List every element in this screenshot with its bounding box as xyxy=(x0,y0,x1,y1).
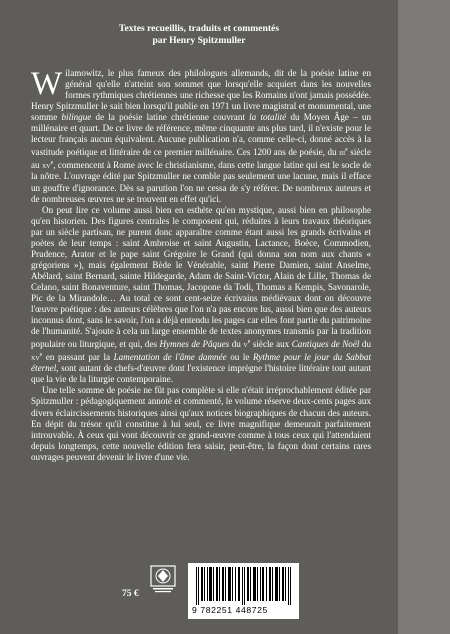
text-run: de la poésie latine chrétienne couvrant xyxy=(91,112,250,123)
text-run: en passant par la xyxy=(42,352,114,363)
superscript: e xyxy=(345,147,348,154)
roman-numeral: v xyxy=(243,339,248,350)
blurb-text xyxy=(31,68,371,463)
credits-line-2: par Henry Spitzmuller xyxy=(152,35,246,46)
text-run: ilamowitz, le plus fameux des philologues allemands, dit de la poésie latine en général qu'elle n'atteint son sommet que lorsqu'elle acquiert dans les nouvelles formes rythmiques chrétiennes une richesse que les Romains n'ont jamais possédée. Henry Spitzmuller le sait bien lorsqu'il publie en 1971 un livre magistral et monumental, une somme xyxy=(31,68,371,123)
text-run: du Moyen Âge – un millénaire et quart. De ce livre de référence, même cinquante ans plus tard, il n'existe pour le lecteur français aucun équivalent. Aucune publication n'a, comme celle-ci, donné accès à la vastitude poétique et littéraire de ce premier millénaire. Ces 1200 ans de poésie, du xyxy=(31,112,371,158)
roman-numeral: xv xyxy=(41,160,51,171)
italic-run: Rythme pour le jour du Sabbat éternel xyxy=(31,352,371,374)
paragraph-2 xyxy=(31,205,371,386)
paragraph-1 xyxy=(31,68,371,205)
roman-numeral: iii xyxy=(339,147,346,158)
text-run: du xyxy=(229,339,244,350)
text-run: siècle aux xyxy=(250,339,292,350)
text-run: du xyxy=(359,339,372,350)
barcode-bars xyxy=(194,567,294,605)
credits-header xyxy=(0,23,398,47)
superscript: e xyxy=(39,352,43,359)
italic-run: Lamentation de l'âme damnée xyxy=(113,352,227,363)
superscript: e xyxy=(50,160,54,167)
text-run: siècle au xyxy=(31,147,371,171)
paragraph-3: Une telle somme de poésie ne fût pas complète si elle n'était irréprochablement éditée par Spitzmuller : pédagogiquement annoté et commenté, le volume réserve deux-cents pages aux divers éclaircissements historiques ainsi qu'aux notices biographiques de chacun des auteurs. En dépit du trésor qu'il constitue à lui seul, ce livre magnifique demeurait parfaitement introuvable. À ceux qui vont découvrir ce grand-œuvre comme à tous ceux qui l'attendaient depuis longtemps, cette nouvelle édition fera saisir, peut-être, la façon dont certains rares ouvrages peuvent devenir le livre d'une vie. xyxy=(31,385,371,462)
right-strip xyxy=(398,0,450,634)
text-run: ou le xyxy=(226,352,253,363)
italic-run: la totalité xyxy=(249,112,287,123)
price-label: 75 € xyxy=(122,589,139,599)
publisher-emblem-icon xyxy=(150,565,176,595)
text-run: , commencent à Rome avec le christianisme, dans cette langue latine qui est le socle de la nôtre. L'ouvrage édité par Spitzmuller ne comble pas seulement une lacune, mais il efface un gouffre d'ignorance. Dès sa parution l'on ne cessa de s'y référer. De nombreux auteurs et de nombreuses œuvres ne se trouvent en effet qu'ici. xyxy=(31,160,371,204)
drop-cap: W xyxy=(31,66,63,102)
isbn-barcode xyxy=(188,563,299,619)
italic-run: Cantiques de Noël xyxy=(291,339,360,350)
italic-run: Hymnes de Pâques xyxy=(159,339,230,350)
isbn-digits: 9 782251 448725 xyxy=(192,605,268,615)
roman-numeral: xv xyxy=(31,352,40,363)
italic-run: bilingue xyxy=(61,112,92,123)
credits-line-1: Textes recueillis, traduits et commentés xyxy=(118,23,280,34)
superscript: e xyxy=(247,339,251,346)
text-run: On peut lire ce volume aussi bien en esthète qu'en mystique, aussi bien en philosophe qu'en historien. Des figures centrales le composent qui, réduites à leurs travaux théoriques par un siècle partisan, ne purent donc apparaître comme étant aussi les grands écrivains et poètes de leur temps : saint Ambroise et saint Augustin, Lactance, Boèce, Commodien, Prudence, Arator et le pape saint Grégoire le Grand (qui donna son nom aux chants « grégoriens »), mais également Bède le Vénérable, saint Pierre Damien, saint Anselme, Abélard, saint Bernard, sainte Hildegarde, Adam de Saint-Victor, Alain de Lille, Thomas de Celano, saint Bonaventure, saint Thomas, Jacopone da Todi, Thomas a Kempis, Savonarole, Pic de la Mirandole… Au total ce sont cent-seize écrivains médiévaux dont on découvre l'œuvre poétique : des auteurs célèbres que l'on n'a pas encore lus, aussi bien que des auteurs inconnus dont, sans le savoir, l'on a déjà entendu les pages car elles font partie du patrimoine de l'humanité. S'ajoute à cela un large ensemble de textes anonymes transmis par la tradition populaire ou liturgique, et qui, des xyxy=(31,204,371,350)
text-run: , sont autant de chefs-d'œuvre dont l'existence imprègne l'histoire littéraire tout autant que la vie de la liturgie contemporaine. xyxy=(31,363,371,385)
